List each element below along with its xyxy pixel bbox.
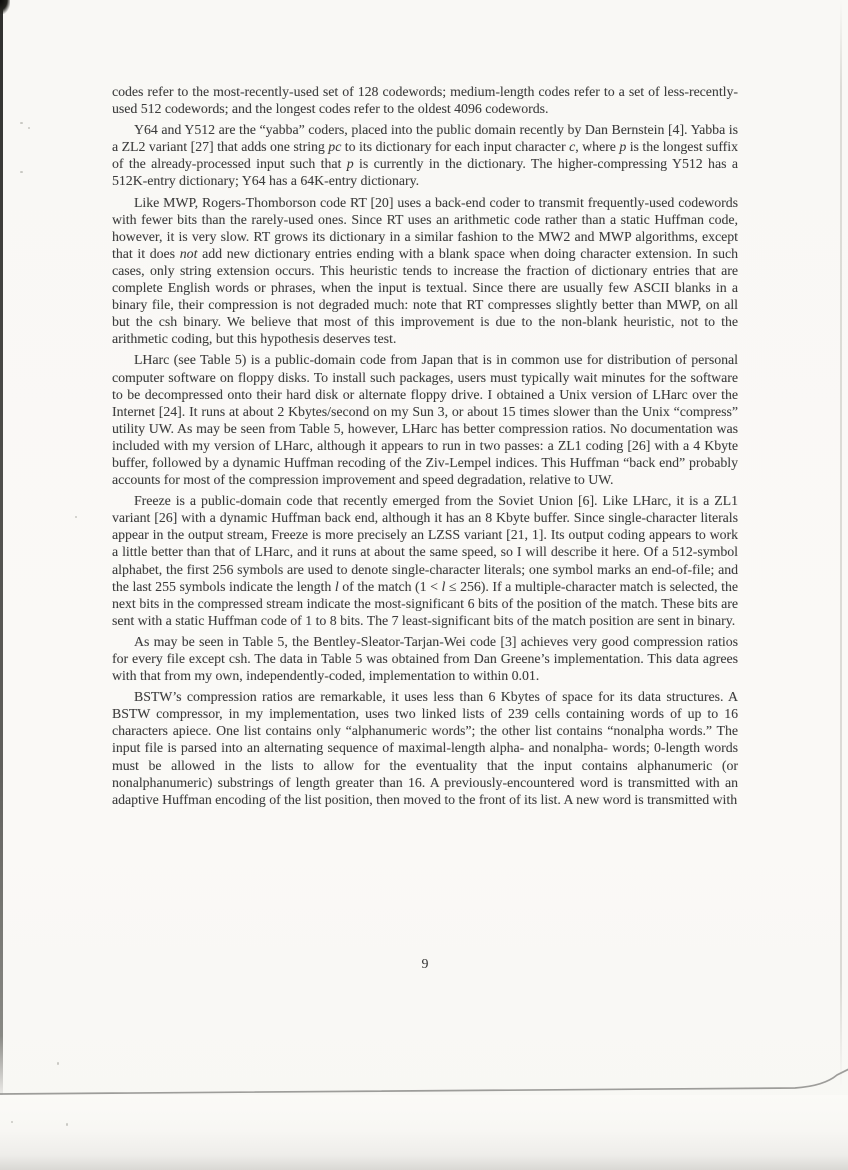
scan-left-edge-shadow bbox=[0, 0, 3, 1102]
page-number: 9 bbox=[421, 956, 429, 971]
scan-corner-mark bbox=[0, 0, 10, 14]
scan-speck bbox=[11, 1121, 13, 1123]
paragraph: As may be seen in Table 5, the Bentley-Sleator-Tarjan-Wei code [3] achieves very good compression ratios for every file except csh. The data in Table 5 was obtained from Dan Greene’s implementation. This data agrees with that from my own, independently-coded, implementation to within 0.01. bbox=[112, 633, 738, 684]
paragraph: LHarc (see Table 5) is a public-domain code from Japan that is in common use for distribution of personal computer software on floppy disks. To install such packages, users must typically wait minutes for the software to be decompressed onto their hard disk or alternate floppy drive. I obtained a Unix version of LHarc over the Internet [24]. It runs at about 2 Kbytes/second on my Sun 3, or about 15 times slower than the Unix “compress” utility UW. As may be seen from Table 5, however, LHarc has better compression ratios. No documentation was included with my version of LHarc, although it appears to run in two passes: a ZL1 coding [26] with a 4 Kbyte buffer, followed by a dynamic Huffman recoding of the Ziv-Lempel indices. This Huffman “back end” probably accounts for most of the compression improvement and speed degradation, relative to UW. bbox=[112, 352, 738, 488]
text-block bbox=[112, 83, 738, 812]
scan-speck bbox=[75, 516, 77, 518]
page-bottom-edge-line bbox=[0, 1060, 848, 1100]
paragraph: Freeze is a public-domain code that recently emerged from the Soviet Union [6]. Like LHarc, it is a ZL1 variant [26] with a dynamic Huffman back end, although it has an 8 Kbyte buffer. Since single-character literals appear in the output stream, Freeze is more precisely an LZSS variant [21, 1]. Its output coding appears to work a little better than that of LHarc, and it runs at about the same speed, so I will describe it here. Of a 512-symbol alphabet, the first 256 symbols are used to denote single-character literals; one symbol marks an end-of-file; and the last 255 symbols indicate the length l of the match (1 < l ≤ 256). If a multiple-character match is selected, the next bits in the compressed stream indicate the most-significant 6 bits of the position of the match. These bits are sent with a static Huffman code of 1 to 8 bits. The 7 least-significant bits of the match position are sent in binary. bbox=[112, 493, 738, 628]
scan-speck bbox=[20, 122, 23, 124]
scan-right-edge-line bbox=[840, 0, 842, 1088]
scan-speck bbox=[20, 171, 23, 173]
scan-speck bbox=[57, 1062, 59, 1065]
paragraph: BSTW’s compression ratios are remarkable, it uses less than 6 Kbytes of space for its data structures. A BSTW compressor, in my implementation, uses two linked lists of 239 cells containing words of up to 16 characters apiece. One list contains only “alphanumeric words”; the other list contains “nonalpha words.” The input file is parsed into an alternating sequence of maximal-length alpha- and nonalpha- words; 0-length words must be allowed in the lists to allow for the eventuality that the input contains alphanumeric (or nonalphanumeric) substrings of length greater than 16. A previously-encountered word is transmitted with an adaptive Huffman encoding of the list position, then moved to the front of its list. A new word is transmitted with bbox=[112, 689, 738, 807]
paragraph: codes refer to the most-recently-used set of 128 codewords; medium-length codes refer to a set of less-recently-used 512 codewords; and the longest codes refer to the oldest 4096 codewords. bbox=[112, 84, 738, 117]
scan-speck bbox=[66, 1123, 68, 1126]
scan-background-below-page bbox=[0, 1095, 848, 1170]
paragraph: Y64 and Y512 are the “yabba” coders, placed into the public domain recently by Dan Bernstein [4]. Yabba is a ZL2 variant [27] that adds one string pc to its dictionary for each input character c, where p is the longest suffix of the already-processed input such that p is currently in the dictionary. The higher-compressing Y512 has a 512K-entry dictionary; Y64 has a 64K-entry dictionary. bbox=[112, 122, 738, 189]
scan-speck bbox=[28, 127, 30, 129]
paragraph: Like MWP, Rogers-Thomborson code RT [20] uses a back-end coder to transmit frequently-used codewords with fewer bits than the rarely-used ones. Since RT uses an arithmetic code rather than a static Huffman code, however, it is very slow. RT grows its dictionary in a similar fashion to the MW2 and MWP algorithms, except that it does not add new dictionary entries ending with a blank space when doing character extension. In such cases, only string extension occurs. This heuristic tends to increase the fraction of dictionary entries that are complete English words or phrases, when the input is textual. Since there are usually few ASCII blanks in a binary file, their compression is not degraded much: note that RT compresses slightly better than MWP, on all but the csh binary. We believe that most of this improvement is due to the non-blank heuristic, not to the arithmetic coding, but this hypothesis deserves test. bbox=[112, 194, 739, 347]
